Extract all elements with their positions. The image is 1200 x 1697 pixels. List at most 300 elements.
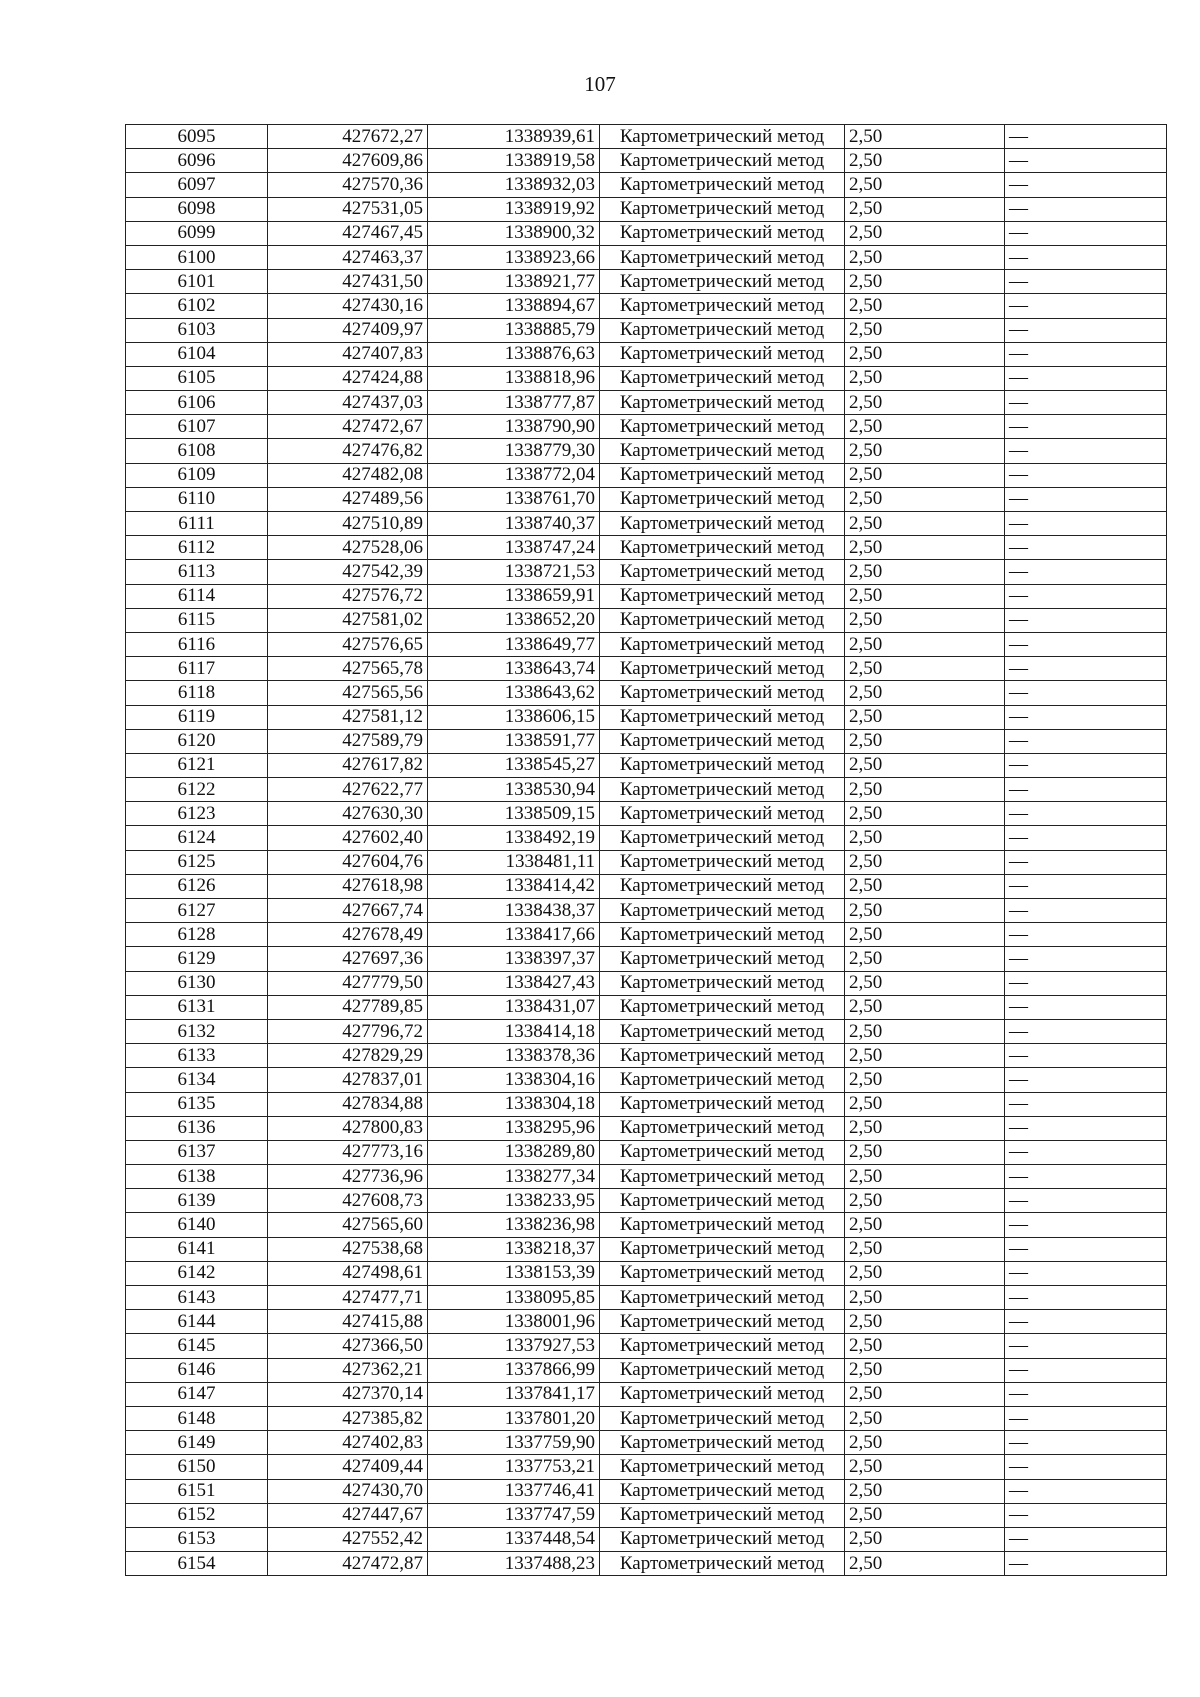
note-cell: — [1005, 1092, 1167, 1116]
note-cell: — [1005, 923, 1167, 947]
y-coordinate-cell: 1338919,58 [428, 149, 600, 173]
table-row [126, 729, 1167, 753]
note-cell: — [1005, 270, 1167, 294]
accuracy-cell: 2,50 [845, 487, 1005, 511]
accuracy-cell: 2,50 [845, 729, 1005, 753]
method-cell: Картометрический метод [600, 270, 845, 294]
y-coordinate-cell: 1338397,37 [428, 947, 600, 971]
method-cell: Картометрический метод [600, 487, 845, 511]
x-coordinate-cell: 427366,50 [268, 1334, 428, 1358]
x-coordinate-cell: 427565,60 [268, 1213, 428, 1237]
table-row [126, 1019, 1167, 1043]
x-coordinate-cell: 427789,85 [268, 995, 428, 1019]
table-row [126, 1334, 1167, 1358]
point-number-cell: 6103 [126, 318, 268, 342]
table-row [126, 125, 1167, 149]
method-cell: Картометрический метод [600, 342, 845, 366]
table-row [126, 1310, 1167, 1334]
method-cell: Картометрический метод [600, 536, 845, 560]
y-coordinate-cell: 1337448,54 [428, 1527, 600, 1551]
x-coordinate-cell: 427581,02 [268, 608, 428, 632]
note-cell: — [1005, 753, 1167, 777]
y-coordinate-cell: 1338001,96 [428, 1310, 600, 1334]
table-row [126, 1116, 1167, 1140]
table-row [126, 802, 1167, 826]
x-coordinate-cell: 427630,30 [268, 802, 428, 826]
point-number-cell: 6135 [126, 1092, 268, 1116]
method-cell: Картометрический метод [600, 584, 845, 608]
accuracy-cell: 2,50 [845, 149, 1005, 173]
y-coordinate-cell: 1338652,20 [428, 608, 600, 632]
method-cell: Картометрический метод [600, 802, 845, 826]
point-number-cell: 6153 [126, 1527, 268, 1551]
accuracy-cell: 2,50 [845, 125, 1005, 149]
method-cell: Картометрический метод [600, 681, 845, 705]
method-cell: Картометрический метод [600, 1310, 845, 1334]
table-row [126, 1213, 1167, 1237]
y-coordinate-cell: 1338876,63 [428, 342, 600, 366]
note-cell: — [1005, 1406, 1167, 1430]
accuracy-cell: 2,50 [845, 536, 1005, 560]
note-cell: — [1005, 197, 1167, 221]
table-row [126, 850, 1167, 874]
method-cell: Картометрический метод [600, 1237, 845, 1261]
x-coordinate-cell: 427542,39 [268, 560, 428, 584]
accuracy-cell: 2,50 [845, 608, 1005, 632]
point-number-cell: 6117 [126, 657, 268, 681]
accuracy-cell: 2,50 [845, 899, 1005, 923]
method-cell: Картометрический метод [600, 729, 845, 753]
x-coordinate-cell: 427430,70 [268, 1479, 428, 1503]
point-number-cell: 6139 [126, 1189, 268, 1213]
method-cell: Картометрический метод [600, 318, 845, 342]
point-number-cell: 6123 [126, 802, 268, 826]
table-row [126, 463, 1167, 487]
y-coordinate-cell: 1338923,66 [428, 245, 600, 269]
note-cell: — [1005, 1479, 1167, 1503]
y-coordinate-cell: 1338378,36 [428, 1044, 600, 1068]
point-number-cell: 6098 [126, 197, 268, 221]
point-number-cell: 6131 [126, 995, 268, 1019]
x-coordinate-cell: 427602,40 [268, 826, 428, 850]
method-cell: Картометрический метод [600, 245, 845, 269]
x-coordinate-cell: 427779,50 [268, 971, 428, 995]
x-coordinate-cell: 427409,44 [268, 1455, 428, 1479]
table-row [126, 1068, 1167, 1092]
note-cell: — [1005, 391, 1167, 415]
table-row [126, 1044, 1167, 1068]
accuracy-cell: 2,50 [845, 1552, 1005, 1576]
y-coordinate-cell: 1338289,80 [428, 1140, 600, 1164]
method-cell: Картометрический метод [600, 173, 845, 197]
y-coordinate-cell: 1338431,07 [428, 995, 600, 1019]
note-cell: — [1005, 1431, 1167, 1455]
table-row [126, 1237, 1167, 1261]
table-row [126, 439, 1167, 463]
y-coordinate-cell: 1338777,87 [428, 391, 600, 415]
table-row [126, 342, 1167, 366]
x-coordinate-cell: 427538,68 [268, 1237, 428, 1261]
x-coordinate-cell: 427489,56 [268, 487, 428, 511]
point-number-cell: 6101 [126, 270, 268, 294]
x-coordinate-cell: 427617,82 [268, 753, 428, 777]
accuracy-cell: 2,50 [845, 1237, 1005, 1261]
accuracy-cell: 2,50 [845, 850, 1005, 874]
table-row [126, 947, 1167, 971]
accuracy-cell: 2,50 [845, 318, 1005, 342]
method-cell: Картометрический метод [600, 850, 845, 874]
note-cell: — [1005, 584, 1167, 608]
accuracy-cell: 2,50 [845, 1189, 1005, 1213]
x-coordinate-cell: 427608,73 [268, 1189, 428, 1213]
point-number-cell: 6113 [126, 560, 268, 584]
y-coordinate-cell: 1338530,94 [428, 778, 600, 802]
note-cell: — [1005, 149, 1167, 173]
point-number-cell: 6107 [126, 415, 268, 439]
x-coordinate-cell: 427796,72 [268, 1019, 428, 1043]
table-row [126, 1431, 1167, 1455]
method-cell: Картометрический метод [600, 1382, 845, 1406]
point-number-cell: 6147 [126, 1382, 268, 1406]
point-number-cell: 6152 [126, 1503, 268, 1527]
table-row [126, 487, 1167, 511]
point-number-cell: 6148 [126, 1406, 268, 1430]
table-row [126, 149, 1167, 173]
x-coordinate-cell: 427576,65 [268, 632, 428, 656]
table-row [126, 536, 1167, 560]
y-coordinate-cell: 1338414,18 [428, 1019, 600, 1043]
accuracy-cell: 2,50 [845, 657, 1005, 681]
point-number-cell: 6096 [126, 149, 268, 173]
method-cell: Картометрический метод [600, 125, 845, 149]
x-coordinate-cell: 427622,77 [268, 778, 428, 802]
method-cell: Картометрический метод [600, 512, 845, 536]
table-row [126, 899, 1167, 923]
x-coordinate-cell: 427415,88 [268, 1310, 428, 1334]
table-row [126, 923, 1167, 947]
note-cell: — [1005, 463, 1167, 487]
note-cell: — [1005, 657, 1167, 681]
method-cell: Картометрический метод [600, 1503, 845, 1527]
note-cell: — [1005, 487, 1167, 511]
method-cell: Картометрический метод [600, 899, 845, 923]
note-cell: — [1005, 245, 1167, 269]
point-number-cell: 6108 [126, 439, 268, 463]
y-coordinate-cell: 1338492,19 [428, 826, 600, 850]
accuracy-cell: 2,50 [845, 826, 1005, 850]
y-coordinate-cell: 1337927,53 [428, 1334, 600, 1358]
accuracy-cell: 2,50 [845, 512, 1005, 536]
x-coordinate-cell: 427477,71 [268, 1286, 428, 1310]
x-coordinate-cell: 427467,45 [268, 221, 428, 245]
x-coordinate-cell: 427430,16 [268, 294, 428, 318]
accuracy-cell: 2,50 [845, 1455, 1005, 1479]
note-cell: — [1005, 1044, 1167, 1068]
point-number-cell: 6138 [126, 1165, 268, 1189]
y-coordinate-cell: 1337801,20 [428, 1406, 600, 1430]
note-cell: — [1005, 294, 1167, 318]
y-coordinate-cell: 1338236,98 [428, 1213, 600, 1237]
y-coordinate-cell: 1338643,74 [428, 657, 600, 681]
note-cell: — [1005, 1310, 1167, 1334]
point-number-cell: 6151 [126, 1479, 268, 1503]
x-coordinate-cell: 427472,87 [268, 1552, 428, 1576]
accuracy-cell: 2,50 [845, 681, 1005, 705]
table-row [126, 1092, 1167, 1116]
method-cell: Картометрический метод [600, 705, 845, 729]
point-number-cell: 6143 [126, 1286, 268, 1310]
x-coordinate-cell: 427447,67 [268, 1503, 428, 1527]
note-cell: — [1005, 705, 1167, 729]
point-number-cell: 6111 [126, 512, 268, 536]
point-number-cell: 6134 [126, 1068, 268, 1092]
y-coordinate-cell: 1338545,27 [428, 753, 600, 777]
method-cell: Картометрический метод [600, 632, 845, 656]
note-cell: — [1005, 1527, 1167, 1551]
accuracy-cell: 2,50 [845, 366, 1005, 390]
table-row [126, 995, 1167, 1019]
y-coordinate-cell: 1338643,62 [428, 681, 600, 705]
accuracy-cell: 2,50 [845, 342, 1005, 366]
y-coordinate-cell: 1338295,96 [428, 1116, 600, 1140]
accuracy-cell: 2,50 [845, 1286, 1005, 1310]
note-cell: — [1005, 1213, 1167, 1237]
point-number-cell: 6122 [126, 778, 268, 802]
table-row [126, 294, 1167, 318]
x-coordinate-cell: 427604,76 [268, 850, 428, 874]
point-number-cell: 6102 [126, 294, 268, 318]
table-row [126, 415, 1167, 439]
x-coordinate-cell: 427510,89 [268, 512, 428, 536]
x-coordinate-cell: 427385,82 [268, 1406, 428, 1430]
y-coordinate-cell: 1338790,90 [428, 415, 600, 439]
table-row [126, 584, 1167, 608]
table-row [126, 705, 1167, 729]
method-cell: Картометрический метод [600, 1189, 845, 1213]
x-coordinate-cell: 427576,72 [268, 584, 428, 608]
note-cell: — [1005, 1382, 1167, 1406]
method-cell: Картометрический метод [600, 995, 845, 1019]
x-coordinate-cell: 427498,61 [268, 1261, 428, 1285]
y-coordinate-cell: 1338591,77 [428, 729, 600, 753]
x-coordinate-cell: 427667,74 [268, 899, 428, 923]
note-cell: — [1005, 1286, 1167, 1310]
method-cell: Картометрический метод [600, 1165, 845, 1189]
note-cell: — [1005, 947, 1167, 971]
table-row [126, 1286, 1167, 1310]
point-number-cell: 6128 [126, 923, 268, 947]
note-cell: — [1005, 439, 1167, 463]
note-cell: — [1005, 1165, 1167, 1189]
x-coordinate-cell: 427834,88 [268, 1092, 428, 1116]
x-coordinate-cell: 427589,79 [268, 729, 428, 753]
method-cell: Картометрический метод [600, 463, 845, 487]
y-coordinate-cell: 1337746,41 [428, 1479, 600, 1503]
method-cell: Картометрический метод [600, 1140, 845, 1164]
coordinates-table [125, 124, 1167, 1576]
note-cell: — [1005, 536, 1167, 560]
accuracy-cell: 2,50 [845, 1382, 1005, 1406]
accuracy-cell: 2,50 [845, 173, 1005, 197]
table-row [126, 1140, 1167, 1164]
point-number-cell: 6144 [126, 1310, 268, 1334]
accuracy-cell: 2,50 [845, 1334, 1005, 1358]
method-cell: Картометрический метод [600, 826, 845, 850]
accuracy-cell: 2,50 [845, 1165, 1005, 1189]
method-cell: Картометрический метод [600, 1044, 845, 1068]
point-number-cell: 6130 [126, 971, 268, 995]
x-coordinate-cell: 427581,12 [268, 705, 428, 729]
note-cell: — [1005, 366, 1167, 390]
accuracy-cell: 2,50 [845, 1044, 1005, 1068]
accuracy-cell: 2,50 [845, 391, 1005, 415]
note-cell: — [1005, 995, 1167, 1019]
accuracy-cell: 2,50 [845, 995, 1005, 1019]
method-cell: Картометрический метод [600, 294, 845, 318]
point-number-cell: 6097 [126, 173, 268, 197]
accuracy-cell: 2,50 [845, 1261, 1005, 1285]
y-coordinate-cell: 1337759,90 [428, 1431, 600, 1455]
note-cell: — [1005, 342, 1167, 366]
accuracy-cell: 2,50 [845, 1116, 1005, 1140]
note-cell: — [1005, 1503, 1167, 1527]
table-row [126, 318, 1167, 342]
accuracy-cell: 2,50 [845, 1140, 1005, 1164]
y-coordinate-cell: 1338438,37 [428, 899, 600, 923]
y-coordinate-cell: 1338218,37 [428, 1237, 600, 1261]
table-row [126, 1261, 1167, 1285]
y-coordinate-cell: 1338761,70 [428, 487, 600, 511]
x-coordinate-cell: 427736,96 [268, 1165, 428, 1189]
point-number-cell: 6120 [126, 729, 268, 753]
x-coordinate-cell: 427800,83 [268, 1116, 428, 1140]
y-coordinate-cell: 1338885,79 [428, 318, 600, 342]
note-cell: — [1005, 125, 1167, 149]
coordinates-table-body [126, 125, 1167, 1576]
point-number-cell: 6099 [126, 221, 268, 245]
table-row [126, 245, 1167, 269]
x-coordinate-cell: 427678,49 [268, 923, 428, 947]
point-number-cell: 6116 [126, 632, 268, 656]
x-coordinate-cell: 427565,56 [268, 681, 428, 705]
accuracy-cell: 2,50 [845, 584, 1005, 608]
x-coordinate-cell: 427837,01 [268, 1068, 428, 1092]
x-coordinate-cell: 427482,08 [268, 463, 428, 487]
table-row [126, 681, 1167, 705]
accuracy-cell: 2,50 [845, 947, 1005, 971]
note-cell: — [1005, 1552, 1167, 1576]
y-coordinate-cell: 1338818,96 [428, 366, 600, 390]
accuracy-cell: 2,50 [845, 1503, 1005, 1527]
accuracy-cell: 2,50 [845, 1406, 1005, 1430]
y-coordinate-cell: 1338606,15 [428, 705, 600, 729]
point-number-cell: 6124 [126, 826, 268, 850]
note-cell: — [1005, 318, 1167, 342]
x-coordinate-cell: 427565,78 [268, 657, 428, 681]
accuracy-cell: 2,50 [845, 923, 1005, 947]
point-number-cell: 6136 [126, 1116, 268, 1140]
table-row [126, 560, 1167, 584]
method-cell: Картометрический метод [600, 149, 845, 173]
y-coordinate-cell: 1337488,23 [428, 1552, 600, 1576]
accuracy-cell: 2,50 [845, 705, 1005, 729]
x-coordinate-cell: 427570,36 [268, 173, 428, 197]
method-cell: Картометрический метод [600, 439, 845, 463]
point-number-cell: 6105 [126, 366, 268, 390]
y-coordinate-cell: 1338932,03 [428, 173, 600, 197]
table-row [126, 657, 1167, 681]
accuracy-cell: 2,50 [845, 221, 1005, 245]
y-coordinate-cell: 1338772,04 [428, 463, 600, 487]
accuracy-cell: 2,50 [845, 632, 1005, 656]
y-coordinate-cell: 1338304,16 [428, 1068, 600, 1092]
table-row [126, 1455, 1167, 1479]
method-cell: Картометрический метод [600, 947, 845, 971]
table-row [126, 1527, 1167, 1551]
point-number-cell: 6142 [126, 1261, 268, 1285]
point-number-cell: 6112 [126, 536, 268, 560]
point-number-cell: 6119 [126, 705, 268, 729]
note-cell: — [1005, 1140, 1167, 1164]
table-row [126, 270, 1167, 294]
point-number-cell: 6146 [126, 1358, 268, 1382]
note-cell: — [1005, 729, 1167, 753]
method-cell: Картометрический метод [600, 1116, 845, 1140]
table-row [126, 1503, 1167, 1527]
y-coordinate-cell: 1338481,11 [428, 850, 600, 874]
x-coordinate-cell: 427402,83 [268, 1431, 428, 1455]
y-coordinate-cell: 1338659,91 [428, 584, 600, 608]
method-cell: Картометрический метод [600, 923, 845, 947]
point-number-cell: 6121 [126, 753, 268, 777]
y-coordinate-cell: 1338919,92 [428, 197, 600, 221]
method-cell: Картометрический метод [600, 657, 845, 681]
table-row [126, 366, 1167, 390]
accuracy-cell: 2,50 [845, 1431, 1005, 1455]
point-number-cell: 6127 [126, 899, 268, 923]
note-cell: — [1005, 415, 1167, 439]
method-cell: Картометрический метод [600, 366, 845, 390]
note-cell: — [1005, 608, 1167, 632]
x-coordinate-cell: 427552,42 [268, 1527, 428, 1551]
note-cell: — [1005, 1261, 1167, 1285]
note-cell: — [1005, 1189, 1167, 1213]
method-cell: Картометрический метод [600, 197, 845, 221]
method-cell: Картометрический метод [600, 1261, 845, 1285]
y-coordinate-cell: 1338939,61 [428, 125, 600, 149]
method-cell: Картометрический метод [600, 1455, 845, 1479]
point-number-cell: 6137 [126, 1140, 268, 1164]
y-coordinate-cell: 1338649,77 [428, 632, 600, 656]
accuracy-cell: 2,50 [845, 1213, 1005, 1237]
accuracy-cell: 2,50 [845, 415, 1005, 439]
y-coordinate-cell: 1338894,67 [428, 294, 600, 318]
x-coordinate-cell: 427362,21 [268, 1358, 428, 1382]
table-row [126, 221, 1167, 245]
y-coordinate-cell: 1338304,18 [428, 1092, 600, 1116]
x-coordinate-cell: 427773,16 [268, 1140, 428, 1164]
accuracy-cell: 2,50 [845, 245, 1005, 269]
accuracy-cell: 2,50 [845, 197, 1005, 221]
note-cell: — [1005, 1019, 1167, 1043]
point-number-cell: 6133 [126, 1044, 268, 1068]
accuracy-cell: 2,50 [845, 1527, 1005, 1551]
table-row [126, 173, 1167, 197]
table-row [126, 1189, 1167, 1213]
note-cell: — [1005, 971, 1167, 995]
table-row [126, 1552, 1167, 1576]
note-cell: — [1005, 632, 1167, 656]
